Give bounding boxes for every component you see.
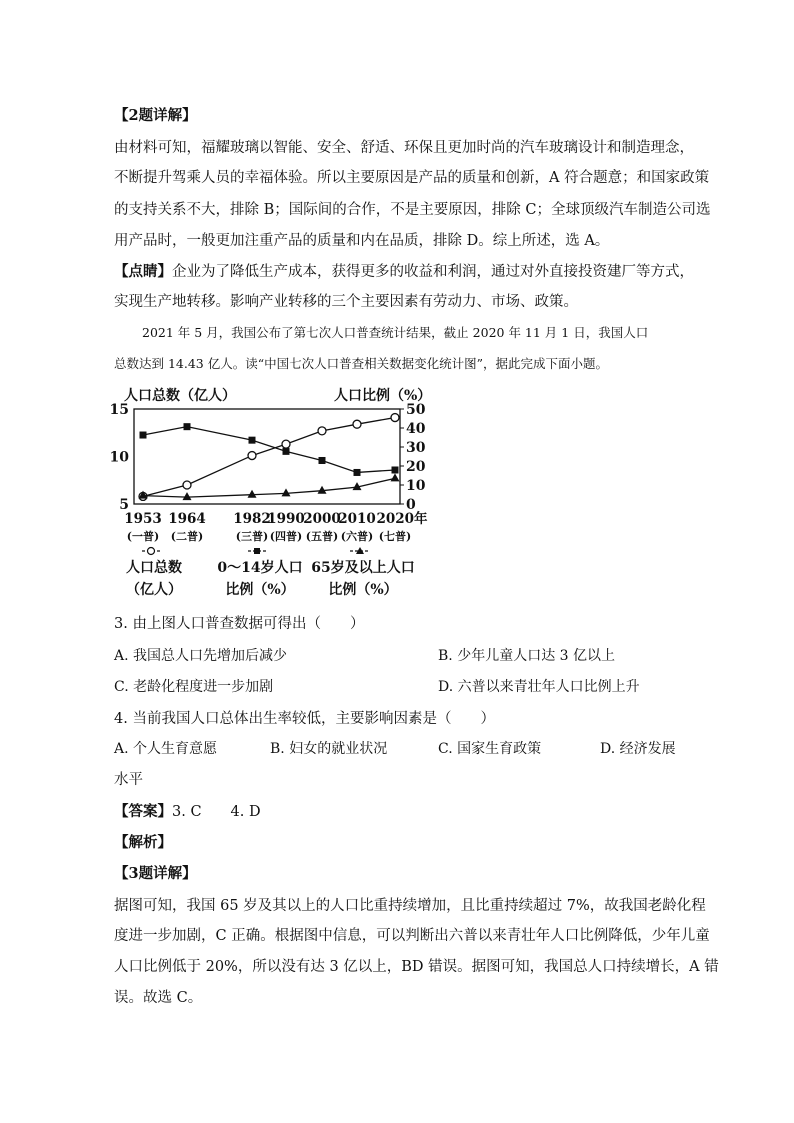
q3-option-d: D. 六普以来青壮年人口比例上升 [438,679,640,695]
q4-option-d-continued: 水平 [114,772,143,788]
census-label: (七普) [378,530,412,543]
analysis3-line-4: 误。故选 C。 [114,990,203,1006]
q4-option-b: B. 妇女的就业状况 [270,741,388,757]
age-65-plus-point [318,486,327,494]
legend-label-line1: 0～14岁人口 [217,560,303,576]
legend-label-line1: 人口总数 [126,560,182,576]
legend-label-line2: （亿人） [126,582,182,598]
q3-option-c: C. 老龄化程度进一步加剧 [114,679,274,695]
q4-option-c: C. 国家生育政策 [438,741,542,757]
total-population-point [183,481,191,489]
age-65-plus-point [248,490,257,498]
legend-label-line2: 比例（%） [328,582,398,598]
census-label: (四普) [269,530,303,543]
total-population-point [391,414,399,422]
age-0-14-point [319,457,326,464]
left-tick-label: 15 [109,402,129,418]
census-label: (五普) [305,530,339,543]
analysis3-line-1: 据图可知，我国 65 岁及其以上的人口比重持续增加，且比重持续超过 7%，故我国老龄化程 [114,898,706,914]
census-chart [109,380,442,602]
analysis2-line-2: 不断提升驾乘人员的幸福体验。所以主要原因是产品的质量和创新，A 符合题意；和国家政策 [114,170,710,186]
age-65-plus-point [183,492,192,500]
right-tick-label: 0 [406,497,416,513]
left-tick-label: 5 [119,497,129,513]
analysis2-line-1: 由材料可知，福耀玻璃以智能、安全、舒适、环保且更加时尚的汽车玻璃设计和制造理念， [114,140,694,156]
analysis3-heading: 【3题详解】 [114,865,197,882]
tip-line-1 [114,260,694,281]
material-line-1: 2021 年 5 月，我国公布了第七次人口普查统计结果，截止 2020 年 11 月 1 日，我国人口 [142,325,649,340]
legend-label-line1: 65岁及以上人口 [311,560,415,576]
analysis2-line-4: 用产品时，一般更加注重产品的质量和内在品质，排除 D。综上所述，选 A。 [114,233,610,249]
right-tick-label: 50 [406,402,426,418]
tip-line-2: 实现生产地转移。影响产业转移的三个主要因素有劳动力、市场、政策。 [114,294,578,310]
q4-stem: 4. 当前我国人口总体出生率较低，主要影响因素是（ ） [114,711,495,727]
age-0-14-point [249,437,256,444]
total-population-point [353,420,361,428]
left-tick-label: 10 [109,449,129,466]
analysis2-line-3: 的支持关系不大，排除 B；国际间的合作，不是主要原因，排除 C；全球顶级汽车制造公司选 [114,202,711,218]
age-65-plus-point [391,473,400,481]
total-population-point [318,427,326,435]
total-population-point [282,440,290,448]
age-0-14-point [354,469,361,476]
x-tick-label: 2010 [338,511,376,527]
x-tick-label: 1982 [233,511,271,527]
q4-option-a: A. 个人生育意愿 [114,741,218,757]
right-tick-label: 20 [406,459,426,475]
analysis3-line-2: 度进一步加剧，C 正确。根据图中信息，可以判断出六普以来青壮年人口比例降低，少年儿童 [114,928,710,944]
census-label: (六普) [340,530,374,543]
legend-marker-total [148,548,155,555]
analysis3-line-3: 人口比例低于 20%，所以没有达 3 亿以上，BD 错误。据图可知，我国总人口持续增长，A 错 [114,959,719,975]
x-tick-label: 2000 [303,511,341,527]
x-tick-label: 2020年 [376,511,428,527]
age-65-plus-point [282,488,291,496]
right-axis-label: 人口比例（%） [334,388,432,404]
total-population-point [248,452,256,460]
tip-text-1: 企业为了降低生产成本，获得更多的收益和利润，通过对外直接投资建厂等方式， [172,264,694,280]
q3-option-b: B. 少年儿童人口达 3 亿以上 [438,648,615,664]
q4-option-d: D. 经济发展 [600,741,676,757]
x-tick-label: 1953 [124,511,162,527]
census-label: (一普) [126,530,160,543]
right-tick-label: 30 [406,440,426,456]
x-tick-label: 1964 [168,511,206,527]
q3-stem: 3. 由上图人口普查数据可得出（ ） [114,616,365,632]
census-label: (二普) [170,530,204,543]
age-0-14-point [140,432,147,439]
tip-label: 【点睛】 [114,263,172,280]
right-tick-label: 40 [406,421,426,437]
answer-line [114,800,261,821]
analysis2-heading: 【2题详解】 [114,107,197,124]
age-0-14-point [283,448,290,455]
age-0-14-point [184,423,191,430]
legend-marker-0-14 [254,548,260,554]
census-label: (三普) [235,530,269,543]
age-0-14-point [392,466,399,473]
material-line-2: 总数达到 14.43 亿人。读“中国七次人口普查相关数据变化统计图”，据此完成下面小题。 [114,356,609,371]
legend-label-line2: 比例（%） [225,582,295,598]
x-tick-label: 1990 [267,511,305,527]
jiexi-heading: 【解析】 [114,834,172,851]
right-tick-label: 10 [406,478,426,494]
answer-label: 【答案】 [114,803,172,820]
left-axis-label: 人口总数（亿人） [124,388,236,404]
answer-text: 3. C 4. D [172,804,261,820]
q3-option-a: A. 我国总人口先增加后减少 [114,648,288,664]
